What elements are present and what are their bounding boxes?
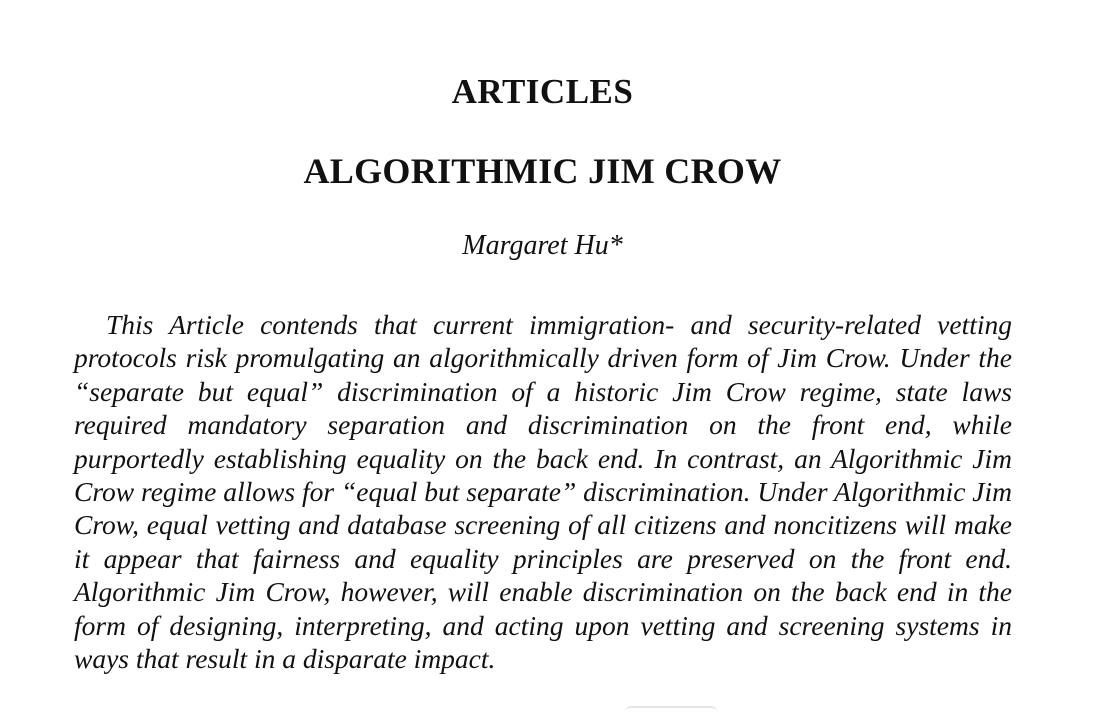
abstract-paragraph: This Article contends that current immigration- and security-related vetting protocols risk promulgating an algorithmically driven form of Jim Crow. Under the “separate but equal” discrimination of a historic Jim Crow regime, state laws required mandatory separation and discrimination on the front end, while purportedly establishing equality on the back end. In contrast, an Algorithmic Jim Crow regime allows for “equal but separate” discrimination. Under Algorithmic Jim Crow, equal vetting and database screening of all citizens and noncitizens will make it appear that fairness and equality principles are preserved on the front end. Algorithmic Jim Crow, however, will enable discrimination on the back end in the form of designing, interpreting, and acting upon vetting and screening systems in ways that result in a disparate impact. bbox=[74, 309, 1012, 675]
section-heading: ARTICLES bbox=[451, 72, 634, 111]
author-name: Margaret Hu* bbox=[462, 230, 623, 261]
article-title: ALGORITHMIC JIM CROW bbox=[303, 151, 782, 191]
page-edge-mark bbox=[625, 706, 717, 716]
